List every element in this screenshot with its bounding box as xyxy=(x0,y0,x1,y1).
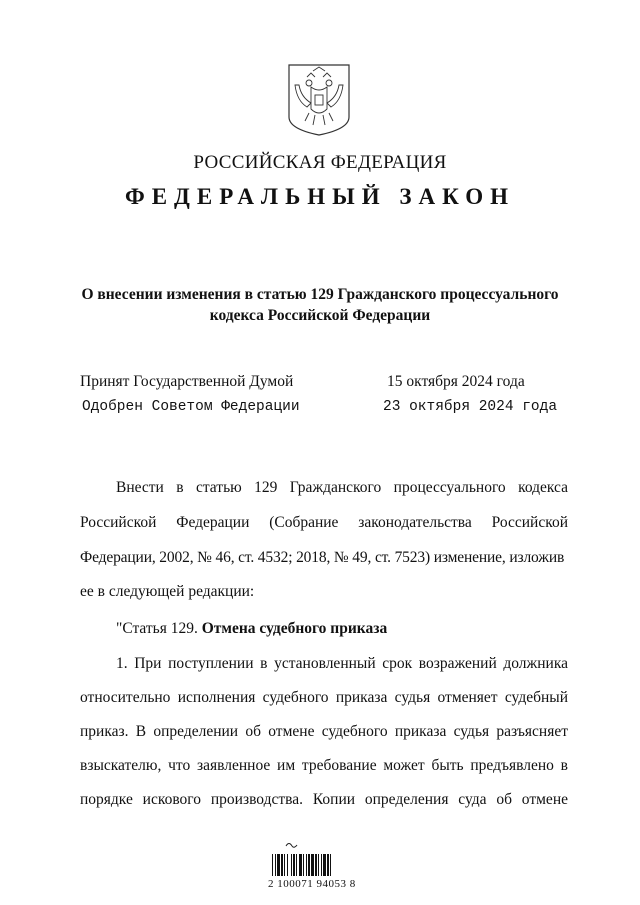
para1-line-2: относительно исполнения судебного приказа судья отменяет судебный xyxy=(80,689,568,706)
subject-line-2: кодекса Российской Федерации xyxy=(209,307,431,324)
barcode-number: 2 100071 94053 8 xyxy=(268,878,356,890)
law-subject-title xyxy=(60,284,580,326)
subject-line-1: О внесении изменения в статью 129 Гражданского процессуального xyxy=(81,286,559,303)
intro-line-2: Российской Федерации (Собрание законодательства Российской xyxy=(80,514,568,531)
council-approval-date: 23 октября 2024 года xyxy=(383,399,558,415)
article-heading xyxy=(116,620,604,638)
article-number: "Статья 129. xyxy=(116,620,198,637)
document-type-heading: ФЕДЕРАЛЬНЫЙ ЗАКОН xyxy=(124,184,516,209)
council-approval-label: Одобрен Советом Федерации xyxy=(82,399,300,415)
duma-adoption-label: Принят Государственной Думой xyxy=(80,373,294,390)
intro-line-4: ее в следующей редакции: xyxy=(80,583,255,600)
country-heading: РОССИЙСКАЯ ФЕДЕРАЦИЯ xyxy=(193,152,447,173)
intro-line-3: Федерации, 2002, № 46, ст. 4532; 2018, № 49, ст. 7523) изменение, изложив xyxy=(80,549,565,566)
intro-line-1: Внести в статью 129 Гражданского процессуального кодекса xyxy=(116,479,568,496)
barcode-icon xyxy=(268,840,368,880)
duma-adoption-date: 15 октября 2024 года xyxy=(387,373,525,390)
para1-line-1: 1. При поступлении в установленный срок возражений должника xyxy=(116,655,568,672)
para1-line-3: приказ. В определении об отмене судебного приказа судья разъясняет xyxy=(80,723,568,740)
article-title: Отмена судебного приказа xyxy=(201,620,388,637)
para1-line-5: порядке искового производства. Копии определения суда об отмене xyxy=(80,791,568,808)
russian-coat-of-arms-icon xyxy=(287,63,351,137)
para1-line-4: взыскателю, что заявленное им требование может быть предъявлено в xyxy=(80,757,568,774)
